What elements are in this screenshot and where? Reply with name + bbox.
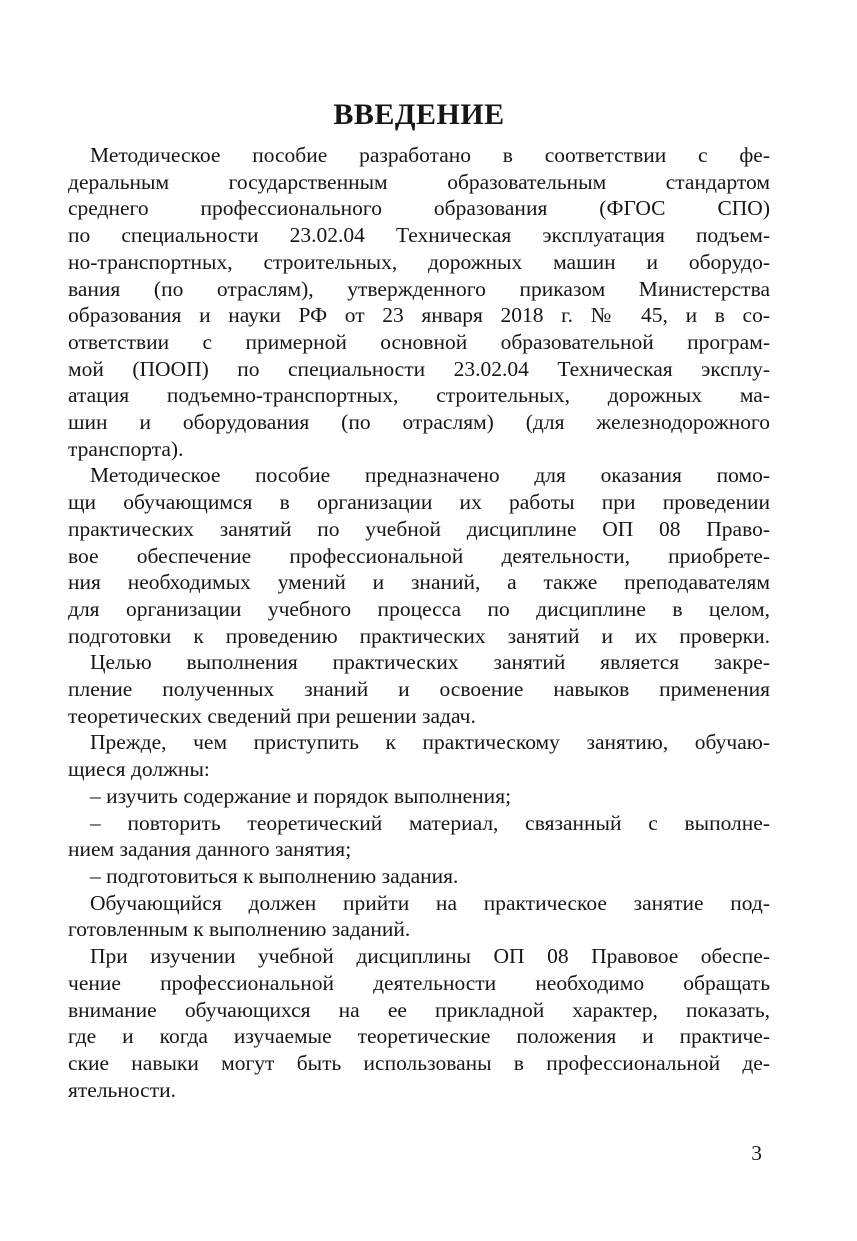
text-line: Обучающийся должен прийти на практическое занятие под- (90, 890, 770, 915)
paragraph (68, 943, 770, 1103)
text-line: для организации учебного процесса по дисциплине в целом, (68, 596, 770, 621)
text-line: транспорта). (68, 436, 184, 461)
text-line: готовленным к выполнению заданий. (68, 917, 411, 942)
paragraph (68, 142, 770, 462)
text-line: – изучить содержание и порядок выполнения; (90, 783, 512, 808)
text-line: ятельности. (68, 1077, 176, 1102)
text-line: щи обучающимся в организации их работы при проведении (68, 490, 770, 515)
document-content (68, 99, 770, 1103)
text-line: мой (ПООП) по специальности 23.02.04 Техническая эксплу- (68, 356, 770, 381)
text-line: по специальности 23.02.04 Техническая эксплуатация подъем- (68, 223, 770, 248)
text-line: ские навыки могут быть использованы в профессиональной де- (68, 1050, 770, 1075)
text-line: вания (по отраслям), утвержденного приказом Министерства (68, 276, 770, 301)
text-line: Целью выполнения практических занятий является закре- (90, 650, 770, 675)
text-line: нием задания данного занятия; (68, 837, 352, 862)
text-line: щиеся должны: (68, 757, 210, 782)
text-line: чение профессиональной деятельности необходимо обращать (68, 970, 770, 995)
text-line: – подготовиться к выполнению задания. (90, 863, 459, 888)
paragraph (68, 462, 770, 649)
paragraph (68, 810, 770, 863)
text-line: где и когда изучаемые теоретические положения и практиче- (68, 1024, 770, 1049)
text-line: теоретических сведений при решении задач. (68, 703, 476, 728)
text-line: деральным государственным образовательным стандартом (68, 169, 770, 194)
text-line: атация подъемно-транспортных, строительных, дорожных ма- (68, 383, 770, 408)
text-line: практических занятий по учебной дисциплине ОП 08 Право- (68, 516, 770, 541)
text-line: Методическое пособие разработано в соответствии с фе- (90, 143, 770, 167)
text-line: шин и оборудования (по отраслям) (для железнодорожного (68, 410, 770, 435)
paragraph (68, 890, 770, 943)
page-number: 3 (751, 1141, 762, 1165)
text-line: вое обеспечение профессиональной деятельности, приобрете- (68, 543, 770, 568)
text-line: но-транспортных, строительных, дорожных машин и оборудо- (68, 249, 770, 274)
paragraph (68, 863, 770, 890)
text-line: подготовки к проведению практических занятий и их проверки. (68, 623, 770, 648)
paragraph (68, 783, 770, 810)
text-line: пление полученных знаний и освоение навыков применения (68, 677, 770, 702)
document-body (68, 142, 770, 1103)
paragraph (68, 649, 770, 729)
text-line: среднего профессионального образования (ФГОС СПО) (68, 196, 770, 221)
text-line: ответствии с примерной основной образовательной програм- (68, 329, 770, 354)
text-line: Прежде, чем приступить к практическому занятию, обучаю- (90, 730, 770, 755)
paragraph (68, 729, 770, 782)
text-line: образования и науки РФ от 23 января 2018 г. № 45, и в со- (68, 303, 770, 328)
text-line: внимание обучающихся на ее прикладной характер, показать, (68, 997, 770, 1022)
section-title: ВВЕДЕНИЕ (333, 98, 505, 131)
text-line: – повторить теоретический материал, связанный с выполне- (90, 810, 770, 835)
text-line: ния необходимых умений и знаний, а также преподавателям (68, 570, 770, 595)
text-line: Методическое пособие предназначено для оказания помо- (90, 463, 770, 488)
text-line: При изучении учебной дисциплины ОП 08 Правовое обеспе- (90, 944, 770, 969)
